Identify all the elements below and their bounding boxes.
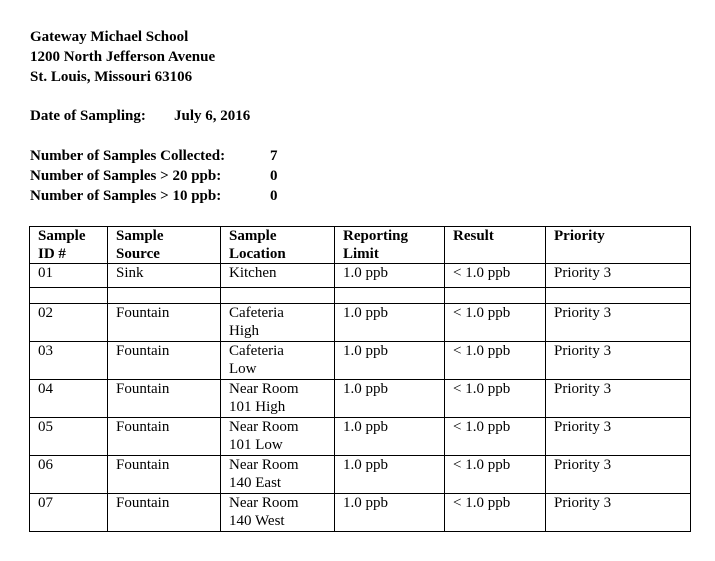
cell-result: < 1.0 ppb [445, 456, 546, 494]
header-reporting-limit: Reporting Limit [335, 227, 445, 264]
cell-id: 03 [30, 342, 108, 380]
count-label: Number of Samples > 20 ppb: [30, 168, 222, 184]
cell-limit: 1.0 ppb [335, 304, 445, 342]
table-row [30, 380, 691, 418]
cell-priority: Priority 3 [546, 456, 691, 494]
cell-limit: 1.0 ppb [335, 456, 445, 494]
cell-limit: 1.0 ppb [335, 380, 445, 418]
sampling-date-value: July 6, 2016 [174, 108, 251, 124]
cell-result: < 1.0 ppb [445, 380, 546, 418]
school-address [30, 27, 215, 87]
samples-table [29, 226, 691, 532]
cell-id: 06 [30, 456, 108, 494]
cell-source: Sink [108, 264, 221, 288]
header-sample-location: Sample Location [221, 227, 335, 264]
cell-source: Fountain [108, 418, 221, 456]
table-row [30, 456, 691, 494]
count-value: 0 [270, 188, 278, 204]
table-spacer-row [30, 288, 691, 304]
sampling-date-label: Date of Sampling: [30, 108, 146, 124]
cell-limit: 1.0 ppb [335, 494, 445, 532]
cell-id: 04 [30, 380, 108, 418]
cell-location: Near Room 140 West [221, 494, 335, 532]
cell-limit: 1.0 ppb [335, 342, 445, 380]
school-city: St. Louis, Missouri 63106 [30, 69, 193, 85]
cell-priority: Priority 3 [546, 494, 691, 532]
cell-id: 07 [30, 494, 108, 532]
table-header-row [30, 227, 691, 264]
cell-source: Fountain [108, 342, 221, 380]
school-name: Gateway Michael School [30, 29, 189, 45]
cell-location: Kitchen [221, 264, 335, 288]
header-result: Result [445, 227, 546, 264]
table-row [30, 418, 691, 456]
cell-priority: Priority 3 [546, 380, 691, 418]
count-value: 0 [270, 168, 278, 184]
cell-limit: 1.0 ppb [335, 418, 445, 456]
cell-priority: Priority 3 [546, 418, 691, 456]
cell-priority: Priority 3 [546, 342, 691, 380]
header-sample-source: Sample Source [108, 227, 221, 264]
cell-priority: Priority 3 [546, 304, 691, 342]
cell-result: < 1.0 ppb [445, 494, 546, 532]
cell-priority: Priority 3 [546, 264, 691, 288]
cell-source: Fountain [108, 494, 221, 532]
header-sample-id: Sample ID # [30, 227, 108, 264]
count-row-over-10 [30, 186, 330, 206]
cell-result: < 1.0 ppb [445, 264, 546, 288]
count-row-over-20 [30, 166, 330, 186]
cell-location: Cafeteria Low [221, 342, 335, 380]
table-row [30, 304, 691, 342]
cell-location: Near Room 140 East [221, 456, 335, 494]
cell-source: Fountain [108, 304, 221, 342]
table-row [30, 342, 691, 380]
cell-location: Cafeteria High [221, 304, 335, 342]
header-priority: Priority [546, 227, 691, 264]
count-label: Number of Samples Collected: [30, 148, 226, 164]
cell-source: Fountain [108, 380, 221, 418]
table-row [30, 264, 691, 288]
cell-limit: 1.0 ppb [335, 264, 445, 288]
cell-location: Near Room 101 High [221, 380, 335, 418]
sampling-date [30, 106, 251, 126]
table-row [30, 494, 691, 532]
cell-id: 01 [30, 264, 108, 288]
cell-id: 05 [30, 418, 108, 456]
cell-result: < 1.0 ppb [445, 418, 546, 456]
count-label: Number of Samples > 10 ppb: [30, 188, 222, 204]
school-street: 1200 North Jefferson Avenue [30, 49, 216, 65]
cell-source: Fountain [108, 456, 221, 494]
cell-result: < 1.0 ppb [445, 304, 546, 342]
cell-id: 02 [30, 304, 108, 342]
cell-location: Near Room 101 Low [221, 418, 335, 456]
count-value: 7 [270, 148, 278, 164]
cell-result: < 1.0 ppb [445, 342, 546, 380]
sample-counts [30, 146, 330, 206]
count-row-collected [30, 146, 330, 166]
